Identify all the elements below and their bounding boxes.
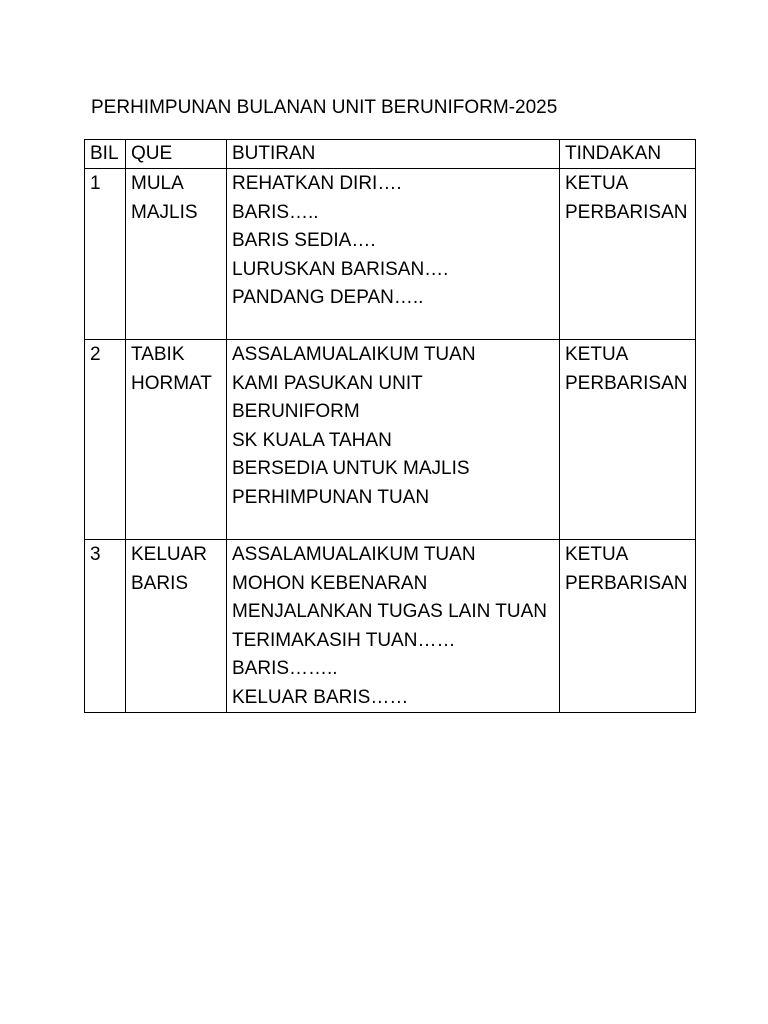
- cell-que: [126, 540, 227, 713]
- cell-tindakan: [560, 169, 696, 340]
- que-line: HORMAT: [131, 372, 212, 394]
- cell-bil: [85, 540, 126, 713]
- header-butiran: BUTIRAN: [227, 140, 560, 169]
- que-line: TABIK: [131, 344, 185, 365]
- header-que: QUE: [126, 140, 227, 169]
- butiran-line: REHATKAN DIRI….: [232, 173, 402, 194]
- butiran-line: LURUSKAN BARISAN….: [232, 258, 449, 280]
- table-row: [85, 340, 696, 540]
- tindakan-line: PERBARISAN: [565, 572, 688, 594]
- tindakan-line: KETUA: [565, 173, 629, 194]
- que-line: MULA: [131, 173, 184, 194]
- butiran-line: TERIMAKASIH TUAN……: [232, 629, 456, 651]
- table-row: [85, 169, 696, 340]
- table-row: [85, 540, 696, 713]
- tindakan-line: PERBARISAN: [565, 372, 688, 394]
- bil-number: 1: [90, 173, 101, 194]
- cell-bil: [85, 340, 126, 540]
- cell-bil: [85, 169, 126, 340]
- butiran-line: MENJALANKAN TUGAS LAIN TUAN: [232, 601, 547, 622]
- cell-butiran: [227, 169, 560, 340]
- butiran-line: PANDANG DEPAN…..: [232, 287, 424, 308]
- butiran-line: BARIS…..: [232, 201, 319, 223]
- butiran-line: MOHON KEBENARAN: [232, 572, 428, 594]
- butiran-line: BERUNIFORM: [232, 401, 360, 422]
- cell-que: [126, 169, 227, 340]
- bil-number: 2: [90, 344, 101, 365]
- cell-tindakan: [560, 540, 696, 713]
- butiran-line: BARIS SEDIA….: [232, 230, 376, 251]
- butiran-line: PERHIMPUNAN TUAN: [232, 486, 430, 508]
- butiran-line: KAMI PASUKAN UNIT: [232, 372, 423, 394]
- tindakan-line: PERBARISAN: [565, 201, 688, 223]
- header-tindakan: TINDAKAN: [560, 140, 696, 169]
- butiran-line: BERSEDIA UNTUK MAJLIS: [232, 458, 470, 479]
- table-header-row: [85, 140, 696, 169]
- que-line: BARIS: [131, 572, 189, 594]
- butiran-line: ASSALAMUALAIKUM TUAN: [232, 344, 476, 365]
- butiran-line: ASSALAMUALAIKUM TUAN: [232, 544, 476, 565]
- butiran-line: BARIS……..: [232, 658, 338, 679]
- cell-butiran: [227, 540, 560, 713]
- bil-number: 3: [90, 544, 101, 565]
- cell-que: [126, 340, 227, 540]
- schedule-table: [84, 139, 696, 713]
- que-line: MAJLIS: [131, 201, 198, 223]
- butiran-line: SK KUALA TAHAN: [232, 429, 392, 451]
- butiran-line: KELUAR BARIS……: [232, 686, 409, 708]
- header-bil: BIL: [85, 140, 126, 169]
- cell-butiran: [227, 340, 560, 540]
- cell-tindakan: [560, 340, 696, 540]
- tindakan-line: KETUA: [565, 544, 629, 565]
- document-title: PERHIMPUNAN BULANAN UNIT BERUNIFORM-2025: [91, 97, 558, 118]
- que-line: KELUAR: [131, 544, 208, 565]
- tindakan-line: KETUA: [565, 344, 629, 365]
